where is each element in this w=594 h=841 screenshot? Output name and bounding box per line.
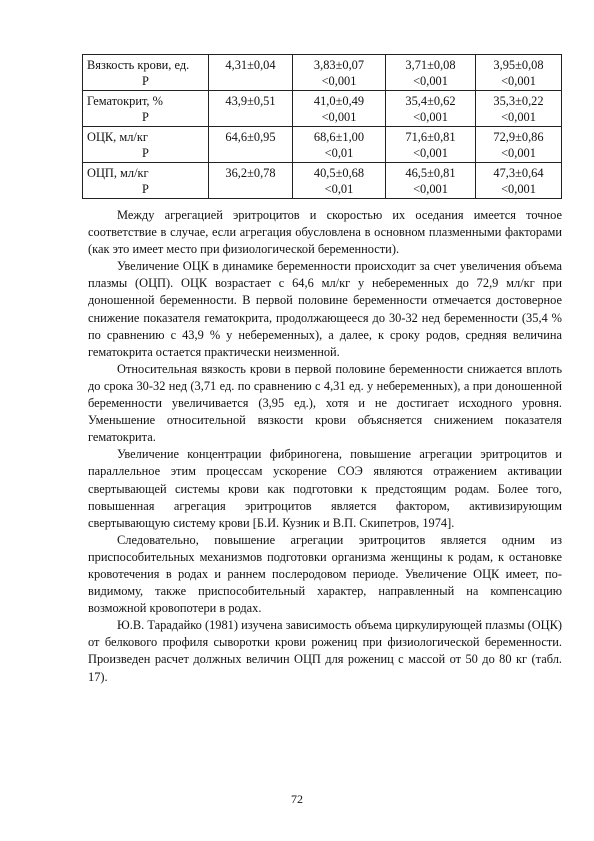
table-cell bbox=[476, 127, 562, 163]
cell-value: 68,6±1,00 bbox=[313, 130, 365, 144]
row-sublabel: Р bbox=[142, 110, 149, 124]
cell-value: 72,9±0,86 bbox=[493, 130, 544, 144]
table-cell bbox=[386, 127, 476, 163]
row-label-cell bbox=[83, 127, 209, 163]
cell-value: 35,4±0,62 bbox=[405, 94, 456, 108]
cell-p-value: <0,001 bbox=[501, 74, 536, 88]
cell-value: 40,5±0,68 bbox=[313, 166, 365, 180]
row-sublabel: Р bbox=[142, 182, 149, 196]
cell-p-value: <0,01 bbox=[324, 146, 354, 160]
table-cell bbox=[476, 163, 562, 199]
row-label: Гематокрит, % bbox=[87, 94, 163, 108]
cell-value: 3,83±0,07 bbox=[313, 58, 365, 72]
paragraph: Ю.В. Тарадайко (1981) изучена зависимость объема циркулирующей плазмы (ОЦК) от белкового профиля сыворотки крови рожениц при физиологической беременности. Произведен расчет должных величин ОЦП для рожениц с массой от 50 до 80 кг (табл. 17). bbox=[88, 618, 562, 684]
body-text bbox=[88, 207, 562, 686]
cell-value: 3,95±0,08 bbox=[493, 58, 544, 72]
cell-value: 47,3±0,64 bbox=[493, 166, 544, 180]
row-sublabel: Р bbox=[142, 74, 149, 88]
cell-p-value: <0,001 bbox=[413, 182, 448, 196]
paragraph: Следовательно, повышение агрегации эритроцитов является одним из приспособительных механизмов подготовки организма женщины к родам, к остановке кровотечения в родах и раннем послеродовом периоде. Увеличение ОЦК имеет, по-видимому, также приспособительный характер, направленный на компенсацию возможной кровопотери в родах. bbox=[88, 532, 562, 616]
table-cell bbox=[293, 91, 386, 127]
cell-value: 4,31±0,04 bbox=[225, 58, 276, 72]
table-cell bbox=[293, 55, 386, 91]
table-row bbox=[83, 55, 562, 91]
table-cell bbox=[209, 91, 293, 127]
cell-p-value: <0,001 bbox=[501, 182, 536, 196]
cell-p-value: <0,001 bbox=[413, 146, 448, 160]
cell-p-value: <0,001 bbox=[501, 110, 536, 124]
table-row bbox=[83, 91, 562, 127]
cell-p-value: <0,001 bbox=[501, 146, 536, 160]
table-cell bbox=[293, 163, 386, 199]
cell-value: 35,3±0,22 bbox=[493, 94, 544, 108]
cell-value: 71,6±0,81 bbox=[405, 130, 456, 144]
table-cell bbox=[386, 91, 476, 127]
row-label-cell bbox=[83, 163, 209, 199]
paragraph: Между агрегацией эритроцитов и скоростью их оседания имеется точное соответствие в случае, если агрегация обусловлена в основном плазменными факторами (как это имеет место при физиологической беременности). bbox=[88, 208, 562, 257]
paragraph: Увеличение концентрации фибриногена, повышение агрегации эритроцитов и параллельное этим процессам ускорение СОЭ являются отражением активации свертывающей системы крови как подготовки к предстоящим родам. Более того, повышенная агрегация эритроцитов является фактором, активизирующим свертывающую систему крови [Б.И. Кузник и В.П. Скипетров, 1974]. bbox=[88, 447, 562, 530]
row-label-cell bbox=[83, 91, 209, 127]
row-sublabel: Р bbox=[142, 146, 149, 160]
row-label: ОЦК, мл/кг bbox=[87, 130, 148, 144]
cell-p-value: <0,001 bbox=[413, 110, 448, 124]
cell-p-value: <0,001 bbox=[321, 74, 357, 88]
table-cell bbox=[209, 127, 293, 163]
cell-p-value: <0,001 bbox=[321, 110, 357, 124]
table-cell bbox=[386, 163, 476, 199]
table-cell bbox=[209, 163, 293, 199]
table-cell bbox=[476, 91, 562, 127]
table-cell bbox=[476, 55, 562, 91]
cell-p-value: <0,01 bbox=[324, 182, 354, 196]
row-label: ОЦП, мл/кг bbox=[87, 166, 149, 180]
cell-value: 46,5±0,81 bbox=[405, 166, 456, 180]
row-label: Вязкость крови, ед. bbox=[87, 58, 190, 72]
table-cell bbox=[293, 127, 386, 163]
page-number: 72 bbox=[291, 792, 303, 806]
table-cell bbox=[386, 55, 476, 91]
table-row bbox=[83, 163, 562, 199]
data-table bbox=[82, 54, 562, 199]
table-cell bbox=[209, 55, 293, 91]
paragraph: Относительная вязкость крови в первой половине беременности снижается вплоть до срока 30-32 нед (3,71 ед. по сравнению с 4,31 ед. у небеременных), а при доношенной беременности увеличивается (3,95 ед.), хотя и не достигает исходного уровня. Уменьшение относительной вязкости крови объясняется снижением показателя гематокрита. bbox=[88, 361, 562, 445]
cell-value: 41,0±0,49 bbox=[313, 94, 365, 108]
cell-value: 43,9±0,51 bbox=[225, 94, 276, 108]
row-label-cell bbox=[83, 55, 209, 91]
table-row bbox=[83, 127, 562, 163]
cell-value: 64,6±0,95 bbox=[225, 130, 276, 144]
cell-value: 36,2±0,78 bbox=[225, 166, 276, 180]
cell-value: 3,71±0,08 bbox=[405, 58, 456, 72]
paragraph: Увеличение ОЦК в динамике беременности происходит за счет увеличения объема плазмы (ОЦП). ОЦК возрастает с 64,6 мл/кг у небеременных до 72,9 мл/кг при доношенной беременности. В первой половине беременности отмечается достоверное снижение показателя гематокрита, продолжающееся до 30-32 нед беременности (35,4 % по сравнению с 43,9 % у небеременных), а далее, к сроку родов, средняя величина гематокрита остается практически неизменной. bbox=[88, 259, 562, 359]
cell-p-value: <0,001 bbox=[413, 74, 448, 88]
